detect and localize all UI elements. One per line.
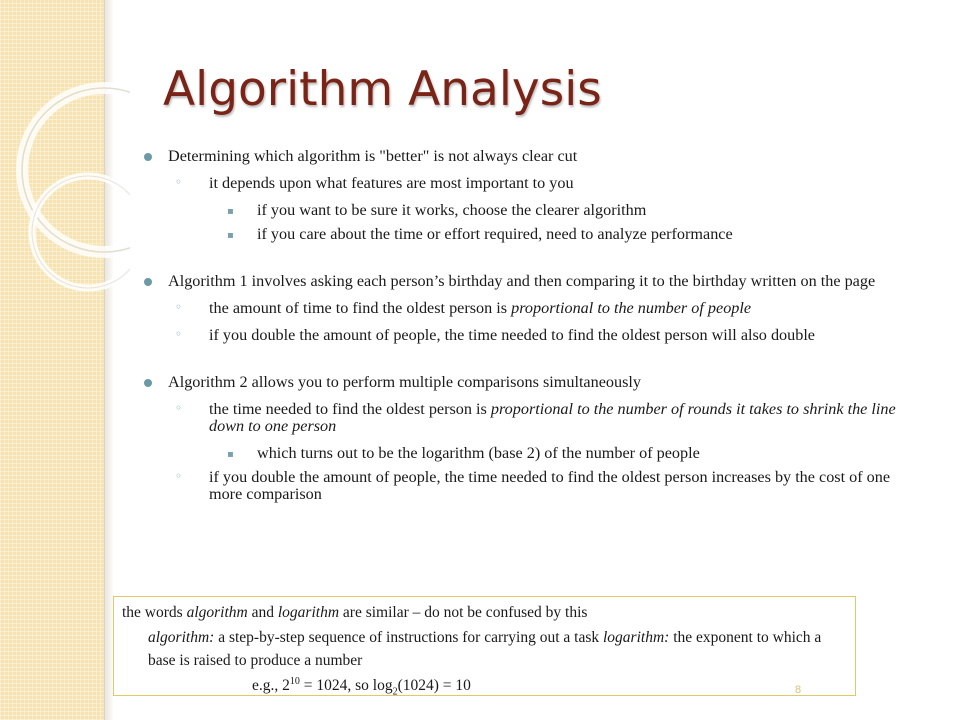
note-term: logarithm <box>277 604 340 621</box>
dot-bullet-icon: ▪ <box>227 230 234 241</box>
note-text: and <box>247 604 278 621</box>
note-text: (1024) = 10 <box>397 677 471 695</box>
bullet-level1 <box>140 148 910 165</box>
ring-bullet-icon: ◦ <box>175 401 183 415</box>
bullet-level2 <box>140 327 910 344</box>
note-text: = 1024, so log <box>299 677 393 695</box>
note-term: algorithm <box>186 604 248 621</box>
bullet-dot-icon <box>144 153 152 161</box>
log-base: 2 <box>392 686 398 698</box>
bullet-text: Determining which algorithm is "better" is not always clear cut <box>168 147 578 165</box>
bullet-level2 <box>140 401 910 435</box>
bullet-text: if you double the amount of people, the time needed to find the oldest person will also double <box>209 326 815 344</box>
bullet-text: it depends upon what features are most important to you <box>209 174 574 192</box>
note-text: the words <box>122 604 187 621</box>
note-example <box>122 672 847 702</box>
bullet-text: if you care about the time or effort required, need to analyze performance <box>257 225 733 243</box>
note-text: the exponent to which a base is raised to produce a number <box>148 629 822 669</box>
bullet-level3 <box>140 202 910 219</box>
note-term: algorithm: <box>148 629 215 646</box>
note-term: logarithm: <box>603 629 670 646</box>
slide-title: Algorithm Analysis <box>163 62 602 117</box>
exponent: 10 <box>289 676 300 687</box>
ring-bullet-icon: ◦ <box>175 327 183 341</box>
bullet-text: Algorithm 2 allows you to perform multiple comparisons simultaneously <box>168 373 641 391</box>
decorative-circles <box>0 0 130 320</box>
bullet-text: the time needed to find the oldest person is <box>209 400 491 418</box>
ring-bullet-icon: ◦ <box>175 300 183 314</box>
bullet-text: if you double the amount of people, the time needed to find the oldest person increases by the cost of one more comparison <box>209 468 891 503</box>
slide-content <box>140 148 910 513</box>
page-number: 8 <box>795 684 802 696</box>
note-text: e.g., 2 <box>252 677 290 695</box>
dot-bullet-icon: ▪ <box>227 206 234 217</box>
note-line <box>122 603 847 623</box>
bullet-text: Algorithm 1 involves asking each person’s birthday and then comparing it to the birthday written on the page <box>168 272 876 290</box>
ring-bullet-icon: ◦ <box>175 469 183 483</box>
bullet-level2 <box>140 469 910 503</box>
bullet-level2 <box>140 300 910 317</box>
bullet-text: which turns out to be the logarithm (base 2) of the number of people <box>257 444 700 462</box>
bullet-text: the amount of time to find the oldest person is <box>209 299 512 317</box>
bullet-level2 <box>140 175 910 192</box>
bullet-dot-icon <box>144 278 152 286</box>
bullet-text: if you want to be sure it works, choose the clearer algorithm <box>257 201 647 219</box>
note-text: are similar – do not be confused by this <box>339 604 588 621</box>
emphasis-text: proportional to the number of rounds it takes to shrink the line down to one person <box>209 400 896 435</box>
bullet-dot-icon <box>144 379 152 387</box>
bullet-level1 <box>140 273 910 290</box>
dot-bullet-icon: ▪ <box>227 449 234 460</box>
note-text: a step-by-step sequence of instructions for carrying out a task <box>214 629 603 646</box>
bullet-level1 <box>140 374 910 391</box>
note-box <box>113 596 856 696</box>
note-definitions <box>122 626 847 672</box>
ring-bullet-icon: ◦ <box>175 175 183 189</box>
emphasis-text: proportional to the number of people <box>511 299 752 317</box>
bullet-level3 <box>140 445 910 462</box>
bullet-level3 <box>140 226 910 243</box>
